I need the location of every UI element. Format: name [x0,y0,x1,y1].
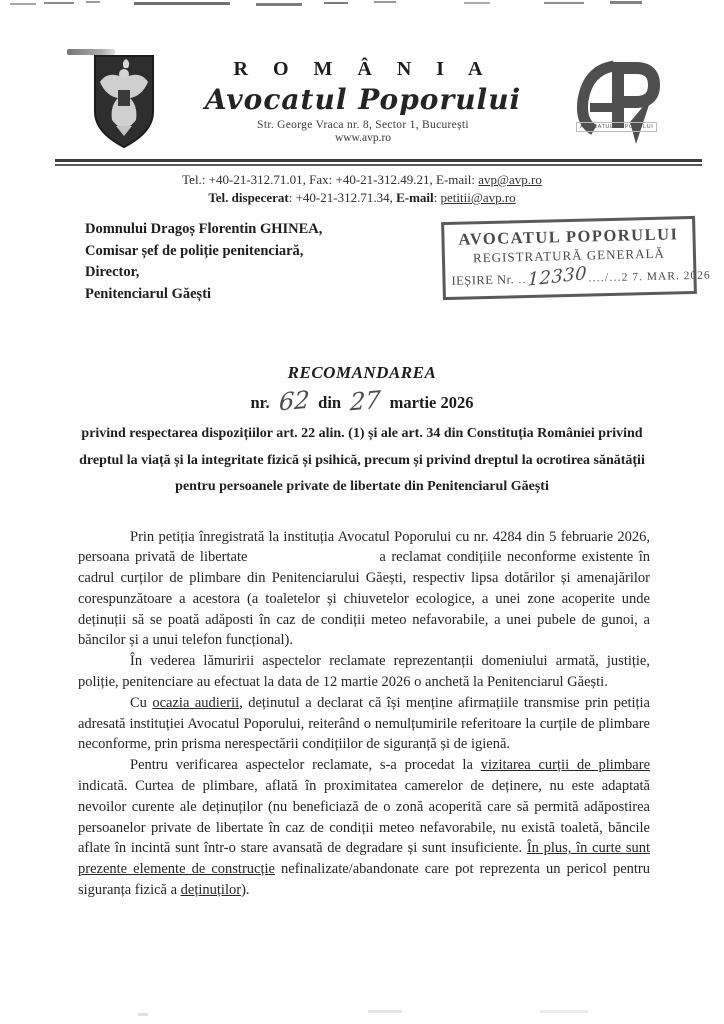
stamp-exit-label: IEȘIRE Nr. [451,272,515,288]
din-label: din [318,393,342,412]
contact-line-1 [0,171,724,189]
institution-name: Avocatul Poporului [204,83,522,116]
text-segment: ). [241,882,250,899]
underlined-text: În plus, în curte sunt prezente elemente de construcție [78,840,650,878]
recipient-institution: Penitenciarul Găești [85,285,212,302]
stamp-handwritten-number: 12330 [527,262,588,291]
email-petitii: petitii@avp.ro [440,190,516,205]
contact-info [0,171,724,207]
text-segment: a reclamat condițiile neconforme existente în cadrul curților de plimbare din Penitenciarului Găești, respectiv lipsa dotărilor și amenajărilor corespunzătoare a acestora (a toaletelor și chiuvetelor ecologice, a unei zone acoperite unde deținuții să se poată adăposti în caz de condiții meteo nefavorabile, a unei pubele de gunoi, a băncilor și a unui telefon funcțional). [78,549,650,649]
handwritten-day: 27 [349,385,382,417]
institution-address: Str. George Vraca nr. 8, Sector 1, București [257,119,469,131]
institution-website: www.avp.ro [334,132,392,144]
address-row [0,219,724,329]
month-year-label: martie 2026 [389,393,474,412]
stamp-registry: REGISTRATURĂ GENERALĂ [472,245,665,266]
body-paragraph [78,651,650,693]
underlined-text: deținuților [180,882,242,899]
title-subject: privind respectarea dispozițiilor art. 22 alin. (1) și ale art. 34 din Constituția României privind dreptul la viață și la integritate fizică și psihică, precum și privind dreptul la ocrotirea sănătății pentru persoanele private de libertate din Penitenciarul Găești [79,426,645,494]
title-number-line [0,385,724,417]
contact-line-2: Tel. dispecerat: +40-21-312.71.34, E-mail: petitii@avp.ro [208,190,516,205]
title-heading: RECOMANDAREA [287,363,437,382]
letterhead-center [156,54,570,144]
registry-exit-stamp [441,216,711,300]
recipient-rank: Comisar șef de poliție penitenciară, [85,242,304,259]
body-paragraph [78,755,650,901]
text-segment: Prin petiția înregistrată la instituția Avocatul Poporului cu nr. 4284 din 5 februarie 2026, persoana privată de libertate [78,528,650,566]
ap-monogram-icon [570,56,674,148]
text-segment: Cu [130,694,153,711]
ap-logo-caption: AVOCATUL POPORULUI [576,122,657,132]
dispatch-label: Tel. dispecerat [208,190,289,205]
text-segment: Pentru verificarea aspectelor reclamate, s-a procedat la [130,757,481,774]
redacted-name-gap [247,547,379,568]
recipient-role: Director, [85,264,140,280]
country-title: R O M Â N I A [233,58,493,80]
text-segment: În vederea lămuririi aspectelor reclamate reprezentanții domeniului armată, justiție, poliție, penitenciare au efectuat la data de 12 martie 2026 o anchetă la Penitenciarul Găești. [78,653,650,691]
body-paragraph [78,527,650,652]
text-segment: , deținutul a declarat că își menține afirmațiile transmise prin petiția adresată instituției Avocatul Poporului, reiterând o nemulțumirile referitoare la curțile de plimbare neconforme, prin prisma nerespectării condițiilor de siguranță și de igienă. [78,694,650,753]
text-segment: nefinalizate/abandonate care pot reprezenta un pericol pentru siguranța fizică a [78,861,650,899]
underlined-text: vizitarea curții de plimbare [480,757,651,774]
scan-artifact-smudge [67,49,115,55]
text-segment: indicată. Curtea de plimbare, aflată în proximitatea camerelor de deținere, nu este adaptată nevoilor curente ale deținuților (nu beneficiază de o zonă acoperită care să permită adăpostirea persoanelor private de libertate în caz de condiții meteo nefavorabile, nu există toaletă, băncile aflate în incintă sunt într-o stare avansată de degradare și sunt insuficiente. [78,778,650,857]
letterhead [0,0,724,155]
nr-label: nr. [250,393,270,412]
body-paragraph [78,693,650,755]
email-label: E-mail [396,190,434,205]
romania-coat-of-arms-icon [92,54,156,155]
body-paragraphs [78,527,650,901]
stamp-date: 2 7. MAR. 2026 [621,269,711,284]
stamp-exit-line: IEȘIRE Nr. ..12330..../...2 7. MAR. 2026 [451,262,711,291]
scan-artifact-top-edge [0,0,724,8]
contact-line2-text: : +40-21-312.71.34, [288,190,397,205]
underlined-text: ocazia audierii [152,694,240,711]
recipient-name: Domnului Dragoș Florentin GHINEA, [85,221,323,237]
avocatul-poporului-logo [570,54,688,153]
handwritten-recommendation-number: 62 [277,385,310,417]
email-avp: avp@avp.ro [478,172,542,187]
document-title-block [0,363,724,501]
stamp-institution: AVOCATUL POPORULUI [458,224,679,249]
header-divider [55,159,702,166]
contact-line1-text: Tel.: +40-21-312.71.01, Fax: +40-21-312.49.21, E-mail: [182,172,479,187]
